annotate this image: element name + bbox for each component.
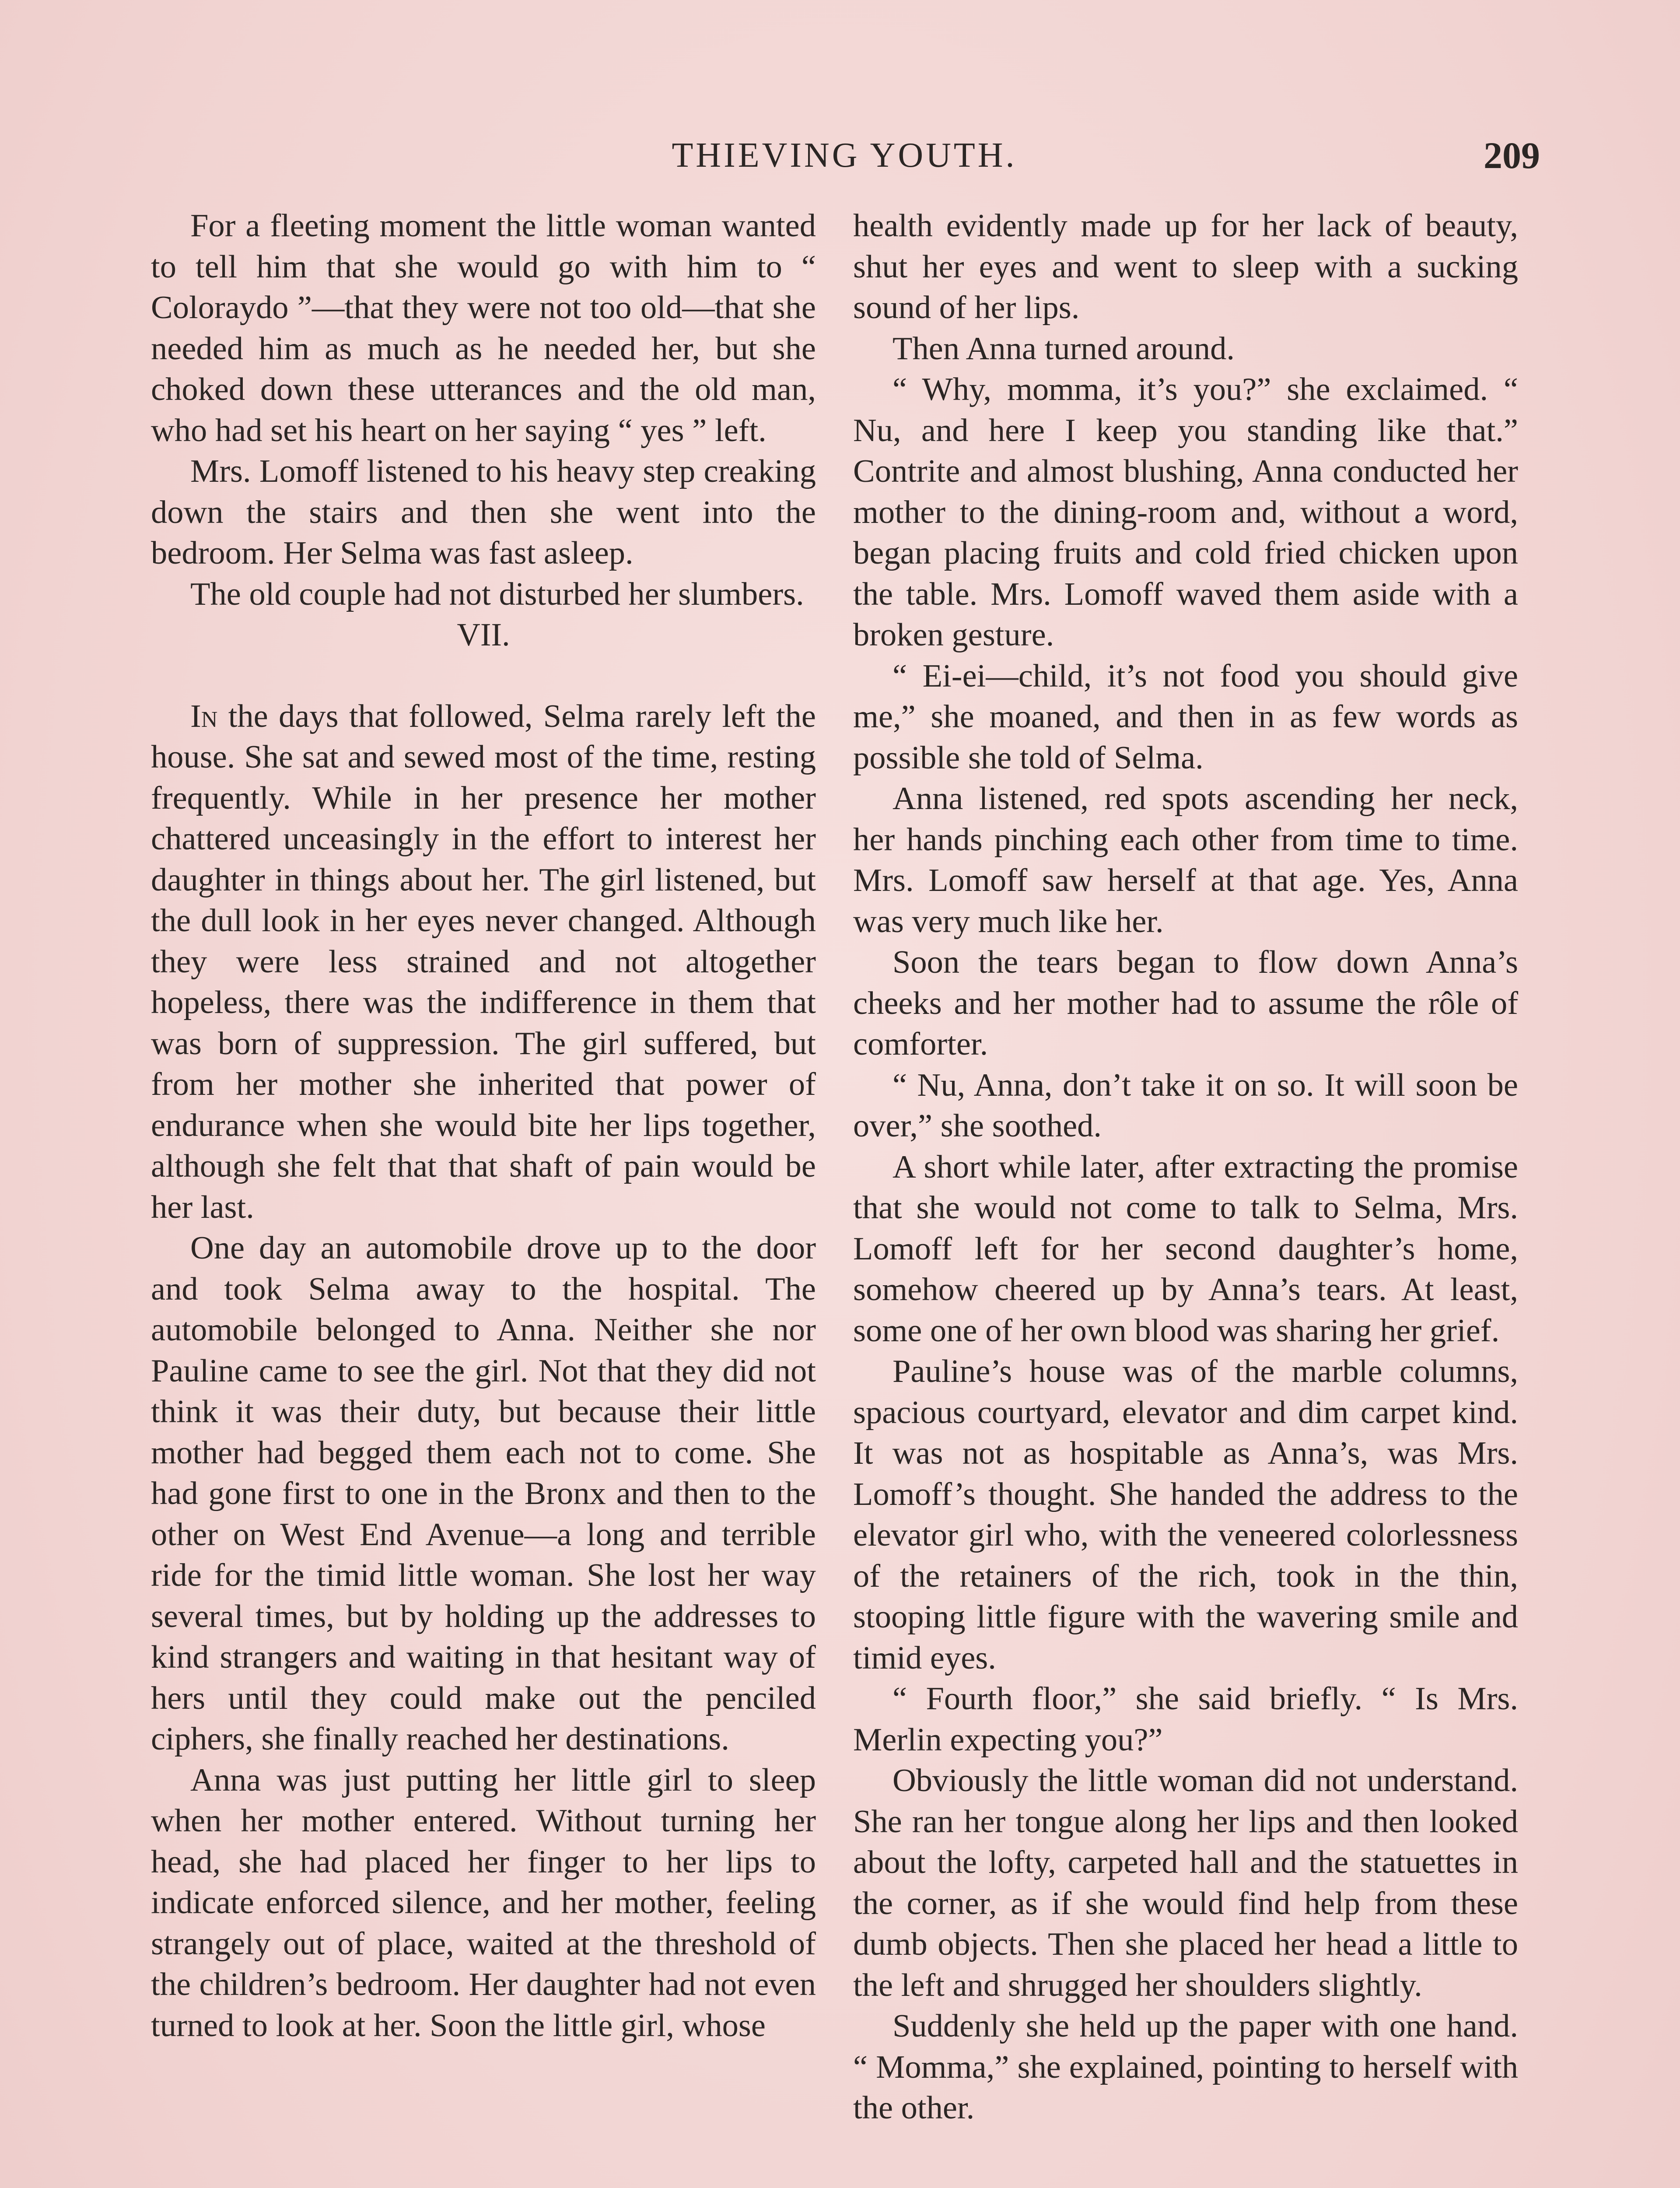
paragraph: The old couple had not disturbed her slumbers. (190, 576, 804, 612)
paragraph: Anna listened, red spots ascending her neck, her hands pinching each other from time to time. Mrs. Lomoff saw herself at that age. Yes, Anna was very much like her. (853, 781, 1518, 940)
paragraph: “ Fourth floor,” she said briefly. “ Is Mrs. Merlin expecting you?” (853, 1681, 1518, 1758)
page-number: 209 (1484, 134, 1540, 176)
section-first-word: In (190, 698, 218, 734)
paragraph: “ Ei-ei—child, it’s not food you should give me,” she moaned, and then in as few words as possible she told of Selma. (853, 658, 1518, 776)
section-first-paragraph-text: the days that followed, Selma rarely left the house. She sat and sewed most of the time, resting frequently. While in her presence her mother chattered unceasingly in the effort to interest her daughter in things about her. The girl listened, but the dull look in her eyes never changed. Although they were less strained and not altogether hopeless, there was the indifference in them that was born of suppression. The girl suffered, but from her mother she inherited that power of endurance when she would bite her lips together, although she felt that that shaft of pain would be her last. (151, 698, 816, 1225)
paragraph: For a fleeting moment the little woman wanted to tell him that she would go with him to “ Coloraydo ”—that they were not too old—that she needed him as much as he needed her, but she choked down these utterances and the old man, who had set his heart on her saying “ yes ” left. (151, 208, 816, 449)
page-header (149, 131, 1540, 179)
paragraph: Pauline’s house was of the marble columns, spacious courtyard, elevator and dim carpet kind. It was not as hospitable as Anna’s, was Mrs. Lomoff’s thought. She handed the address to the elevator girl who, with the veneered colorlessness of the retainers of the rich, took in the thin, stooping little figure with the wavering smile and timid eyes. (853, 1353, 1518, 1676)
paragraph: One day an automobile drove up to the door and took Selma away to the hospital. The automobile belonged to Anna. Neither she nor Pauline came to see the girl. Not that they did not think it was their duty, but because their little mother had begged them each not to come. She had gone first to one in the Bronx and then to the other on West End Avenue—a long and terrible ride for the timid little woman. She lost her way several times, but by holding up the addresses to kind strangers and waiting in that hesitant way of hers until they could make out the penciled ciphers, she finally reached her destinations. (151, 1230, 816, 1757)
paragraph (151, 696, 816, 1228)
continued-paragraph: health evidently made up for her lack of beauty, shut her eyes and went to sleep with a sucking sound of her lips. (853, 208, 1518, 326)
paragraph: A short while later, after extracting the promise that she would not come to talk to Selma, Mrs. Lomoff left for her second daughter’s home, somehow cheered up by Anna’s tears. At least, some one of her own blood was sharing her grief. (853, 1149, 1518, 1349)
paragraph: Anna was just putting her little girl to sleep when her mother entered. Without turning her head, she had placed her finger to her lips to indicate enforced silence, and her mother, feeling strangely out of place, waited at the threshold of the children’s bedroom. Her daughter had not even turned to look at her. Soon the little girl, whose (151, 1762, 816, 2044)
paragraph: Suddenly she held up the paper with one hand. “ Momma,” she explained, pointing to herself with the other. (853, 2008, 1518, 2126)
running-title: THIEVING YOUTH. (672, 136, 1017, 175)
paragraph: Obviously the little woman did not understand. She ran her tongue along her lips and then looked about the lofty, carpeted hall and the statuettes in the corner, as if she would find help from these dumb objects. Then she placed her head a little to the left and shrugged her shoulders slightly. (853, 1763, 1518, 2003)
right-column (853, 206, 1518, 2129)
left-column (151, 206, 816, 2046)
paragraph: “ Nu, Anna, don’t take it on so. It will soon be over,” she soothed. (853, 1067, 1518, 1144)
paragraph: “ Why, momma, it’s you?” she exclaimed. “ Nu, and here I keep you standing like that.” Contrite and almost blushing, Anna conducted her mother to the dining-room and, without a word, began placing fruits and cold fried chicken upon the table. Mrs. Lomoff waved them aside with a broken gesture. (853, 372, 1518, 653)
paragraph: Then Anna turned around. (892, 330, 1235, 367)
paragraph: Mrs. Lomoff listened to his heavy step creaking down the stairs and then she went into the bedroom. Her Selma was fast asleep. (151, 453, 816, 571)
paragraph: Soon the tears began to flow down Anna’s cheeks and her mother had to assume the rôle of comforter. (853, 944, 1518, 1062)
section-heading: VII. (457, 617, 510, 653)
